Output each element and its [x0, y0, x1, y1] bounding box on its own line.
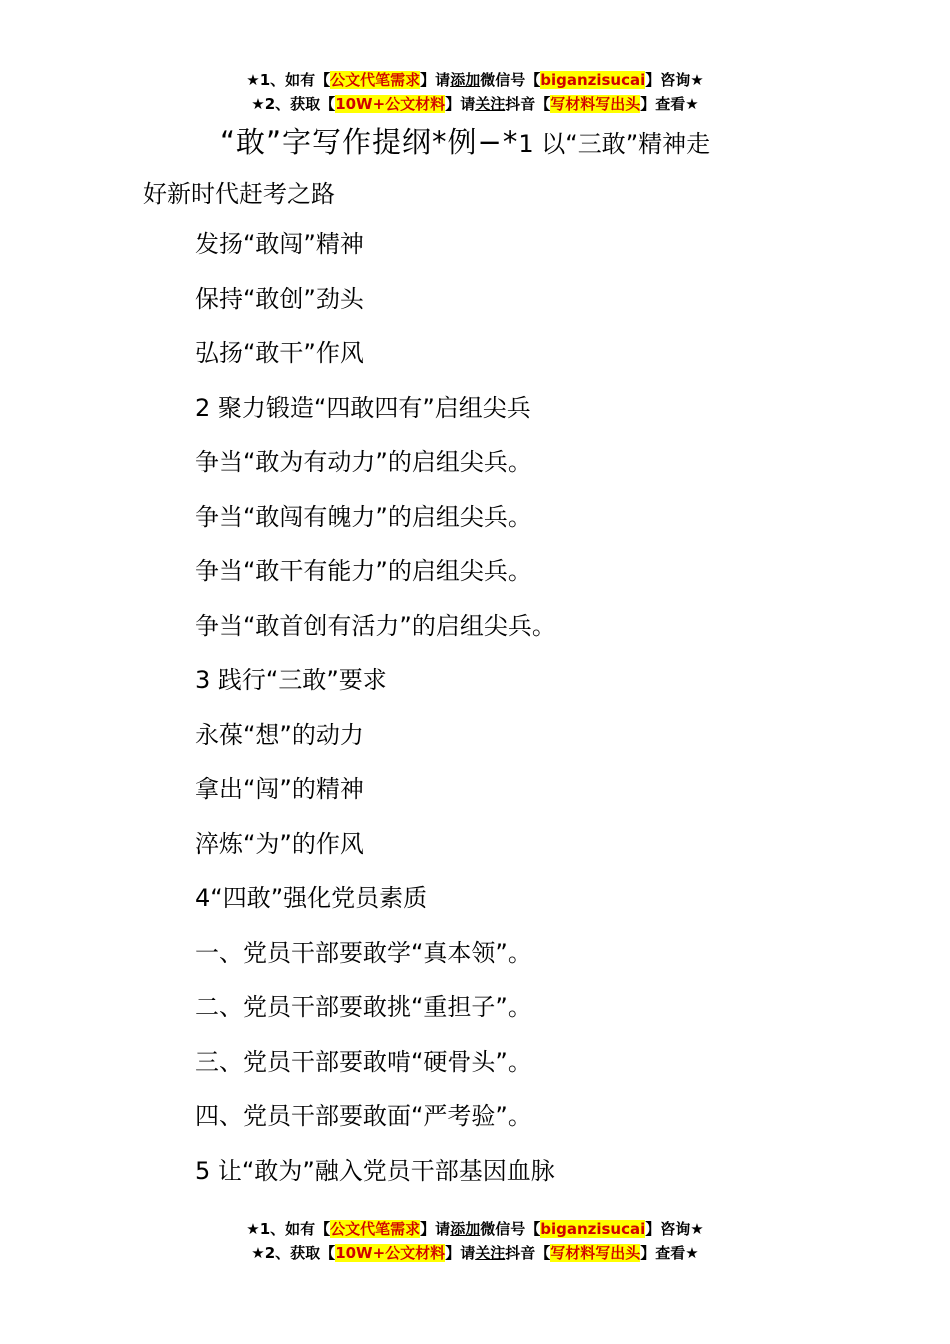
banner-underlined: 添加	[450, 71, 481, 89]
banner-text: 】请	[445, 1244, 476, 1262]
banner-text: 】咨询★	[645, 71, 704, 89]
banner-text: 抖音【	[505, 95, 551, 113]
title-rest: 1 以“三敢”精神走	[518, 130, 711, 158]
banner-text: 抖音【	[505, 1244, 551, 1262]
outline-line: 淬炼“为”的作风	[195, 829, 364, 858]
banner-highlight: 公文代笔需求	[330, 71, 421, 89]
banner-text: 】查看★	[640, 95, 699, 113]
banner-text: 】咨询★	[645, 1220, 704, 1238]
outline-line: 四、党员干部要敢面“严考验”。	[195, 1102, 532, 1130]
banner-underlined: 关注	[475, 95, 506, 113]
title-line-1	[220, 120, 710, 161]
outline-line: 5 让“敢为”融入党员干部基因血脉	[195, 1156, 555, 1185]
outline-line: 一、党员干部要敢学“真本领”。	[195, 938, 532, 967]
outline-line: 保持“敢创”劲头	[195, 284, 364, 313]
banner-text: ★2、获取【	[251, 95, 336, 113]
outline-line: 永葆“想”的动力	[195, 720, 364, 749]
banner-text: ★2、获取【	[251, 1244, 336, 1262]
outline-line: 弘扬“敢干”作风	[195, 339, 364, 367]
outline-line: 争当“敢干有能力”的启组尖兵。	[195, 557, 532, 585]
outline-line: 争当“敢为有动力”的启组尖兵。	[195, 448, 532, 476]
banner-line-2	[0, 92, 950, 116]
outline-line: 4“四敢”强化党员素质	[195, 884, 428, 912]
banner-line-2	[0, 1241, 950, 1265]
banner-text: 】请	[420, 1220, 451, 1238]
banner-highlight: biganzisucai	[540, 71, 646, 89]
banner-text: 】请	[445, 95, 476, 113]
header-banner	[0, 68, 950, 116]
banner-highlight: 写材料写出头	[550, 1244, 641, 1262]
outline-line: 二、党员干部要敢挑“重担子”。	[195, 993, 532, 1021]
title-line-2: 好新时代赶考之路	[143, 180, 335, 208]
banner-text: ★1、如有【	[246, 71, 331, 89]
banner-highlight: 公文代笔需求	[330, 1220, 421, 1238]
outline-line: 发扬“敢闯”精神	[195, 230, 364, 258]
banner-highlight: 写材料写出头	[550, 95, 641, 113]
banner-highlight: biganzisucai	[540, 1220, 646, 1238]
banner-text: 】查看★	[640, 1244, 699, 1262]
outline-line: 争当“敢首创有活力”的启组尖兵。	[195, 611, 556, 640]
outline-line: 3 践行“三敢”要求	[195, 666, 387, 694]
outline-line: 2 聚力锻造“四敢四有”启组尖兵	[195, 393, 531, 422]
title-main: “敢”字写作提纲*例−*	[220, 125, 519, 159]
banner-line-1	[0, 68, 950, 92]
banner-line-1	[0, 1217, 950, 1241]
banner-underlined: 添加	[450, 1220, 481, 1238]
banner-highlight: 10W+公文材料	[335, 1244, 446, 1262]
banner-text: 微信号【	[480, 71, 541, 89]
banner-text: 微信号【	[480, 1220, 541, 1238]
banner-text: ★1、如有【	[246, 1220, 331, 1238]
outline-line: 争当“敢闯有魄力”的启组尖兵。	[195, 502, 532, 531]
banner-underlined: 关注	[475, 1244, 506, 1262]
outline-line: 拿出“闯”的精神	[195, 775, 364, 803]
banner-highlight: 10W+公文材料	[335, 95, 446, 113]
outline-list	[195, 224, 556, 1205]
footer-banner	[0, 1217, 950, 1265]
banner-text: 】请	[420, 71, 451, 89]
outline-line: 三、党员干部要敢啃“硬骨头”。	[195, 1047, 532, 1076]
